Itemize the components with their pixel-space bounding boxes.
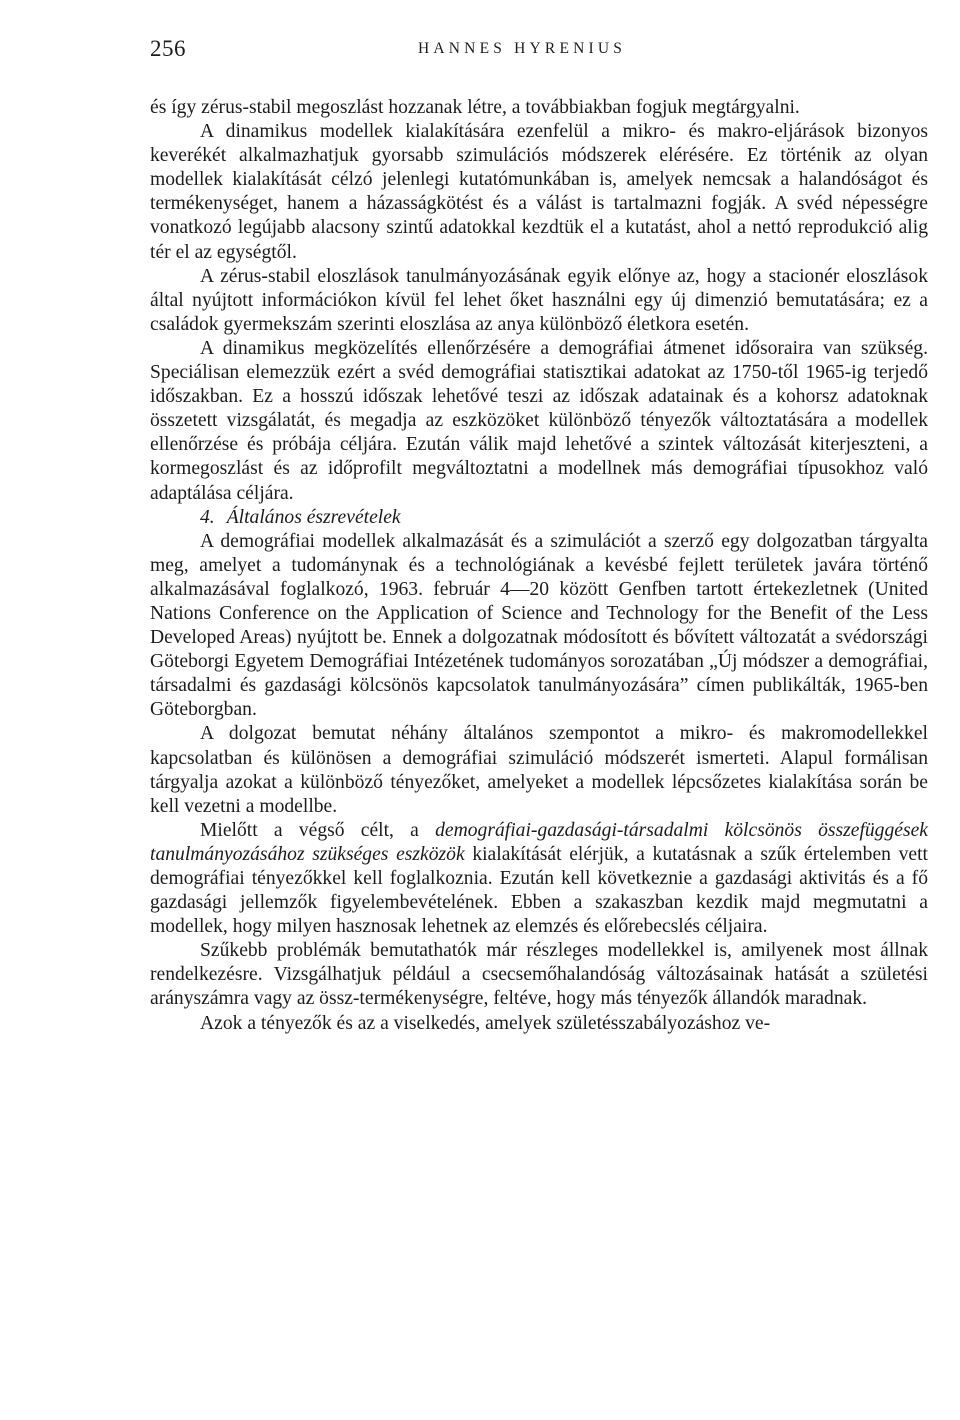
page-header [150,36,928,66]
italic-phrase: demográfiai-gazdasági-társadalmi kölcsönös összefüggések tanulmányozásához szükséges eszközök [150,819,928,865]
paragraph-continued: és így zérus-stabil megoszlást hozzanak létre, a továbbiakban fogjuk megtárgyalni. [150,97,800,118]
paragraph-text: Mielőtt a végső célt, a [200,819,436,841]
paragraph-text: kialakítását elérjük, a kutatásnak a szűk értelemben vett demográfiai tényezőkkel kell foglalkoznia. Ezután kell következnie a gazdasági aktivitás és a fő gazdasági jellemzők figyelembevételének. Ebben a szakaszban kezdik majd megmutatni a modellek, hogy milyen hasznosak lehetnek az elemzés és előrebecslés céljaira. [150,843,928,938]
section-title: Általános észrevételek [226,506,401,528]
paragraph: A demográfiai modellek alkalmazását és a szimulációt a szerző egy dolgozatban tárgyalta meg, amelyet a tudománynak és a technológiának a kevésbé fejlett területek javára történő alkalmazásával foglalkozó, 1963. február 4—20 között Genfben tartott értekezletnek (United Nations Conference on the Application of Science and Technology for the Benefit of the Less Developed Areas) nyújtott be. Ennek a dolgozatnak módosított és bővített változatát a svédországi Göteborgi Egyetem Demográfiai Intézetének tudományos sorozatában „Új módszer a demográfiai, társadalmi és gazdasági kölcsönös kapcsolatok tanulmányozására” címen publikálták, 1965-ben Göteborgban. [150,530,928,721]
running-title: HANNES HYRENIUS [418,40,627,57]
page-number: 256 [150,36,186,61]
paragraph: A zérus-stabil eloszlások tanulmányozásának egyik előnye az, hogy a stacionér eloszlások által nyújtott információkon kívül fel lehet őket használni egy új dimenzió bemutatására; ez a családok gyermekszám szerinti eloszlása az anya különböző életkora esetén. [150,265,928,335]
paragraph: A dinamikus modellek kialakítására ezenfelül a mikro- és makro-eljárások bizonyos keverékét alkalmazhatjuk gyorsabb szimulációs módszerek elérésére. Ez történik az olyan modellek kialakítását célzó jelenlegi kutatómunkában is, amelyek nemcsak a halandóságot és termékenységet, hanem a házasságkötést és a válást is tartalmazni fogják. A svéd népességre vonatkozó legújabb alacsony szintű adatokkal kezdtük el a kutatást, ahol a nettó reprodukció alig tér el az egységtől. [150,121,928,263]
section-number: 4. [200,506,215,528]
paragraph-with-italic [150,819,928,939]
paragraph: A dolgozat bemutat néhány általános szempontot a mikro- és makromodellekkel kapcsolatban és különösen a demográfiai szimuláció módszerét ismerteti. Alapul formálisan tárgyalja azokat a különböző tényezőket, amelyeket a modellek lépcsőzetes kialakítása során be kell vezetni a modellbe. [150,723,928,817]
section-heading [150,506,928,530]
paragraph: A dinamikus megközelítés ellenőrzésére a demográfiai átmenet idősoraira van szükség. Speciálisan elemezzük ezért a svéd demográfiai statisztikai adatokat az 1750-től 1965-ig terjedő időszakban. Ez a hosszú időszak lehetővé teszi az időszak adatainak és a kohorsz adatoknak összetett vizsgálatát, és megadja az eszközöket különböző tényezők változtatására a modellek ellenőrzése és próbája céljára. Ezután válik majd lehetővé a szintek változását kiterjeszteni, a kormegoszlást és az időprofilt megváltoztatni a modellnek más demográfiai típusokhoz való adaptálása céljára. [150,337,928,504]
paragraph: Szűkebb problémák bemutathatók már részleges modellekkel is, amilyenek most állnak rendelkezésre. Vizsgálhatjuk például a csecsemőhalandóság változásainak hatását a születési arányszámra vagy az össz-termékenységre, feltéve, hogy más tényezők állandók maradnak. [150,940,928,1010]
paragraph: Azok a tényezők és az a viselkedés, amelyek születésszabályozáshoz ve- [200,1012,771,1034]
body-text [150,96,928,1036]
